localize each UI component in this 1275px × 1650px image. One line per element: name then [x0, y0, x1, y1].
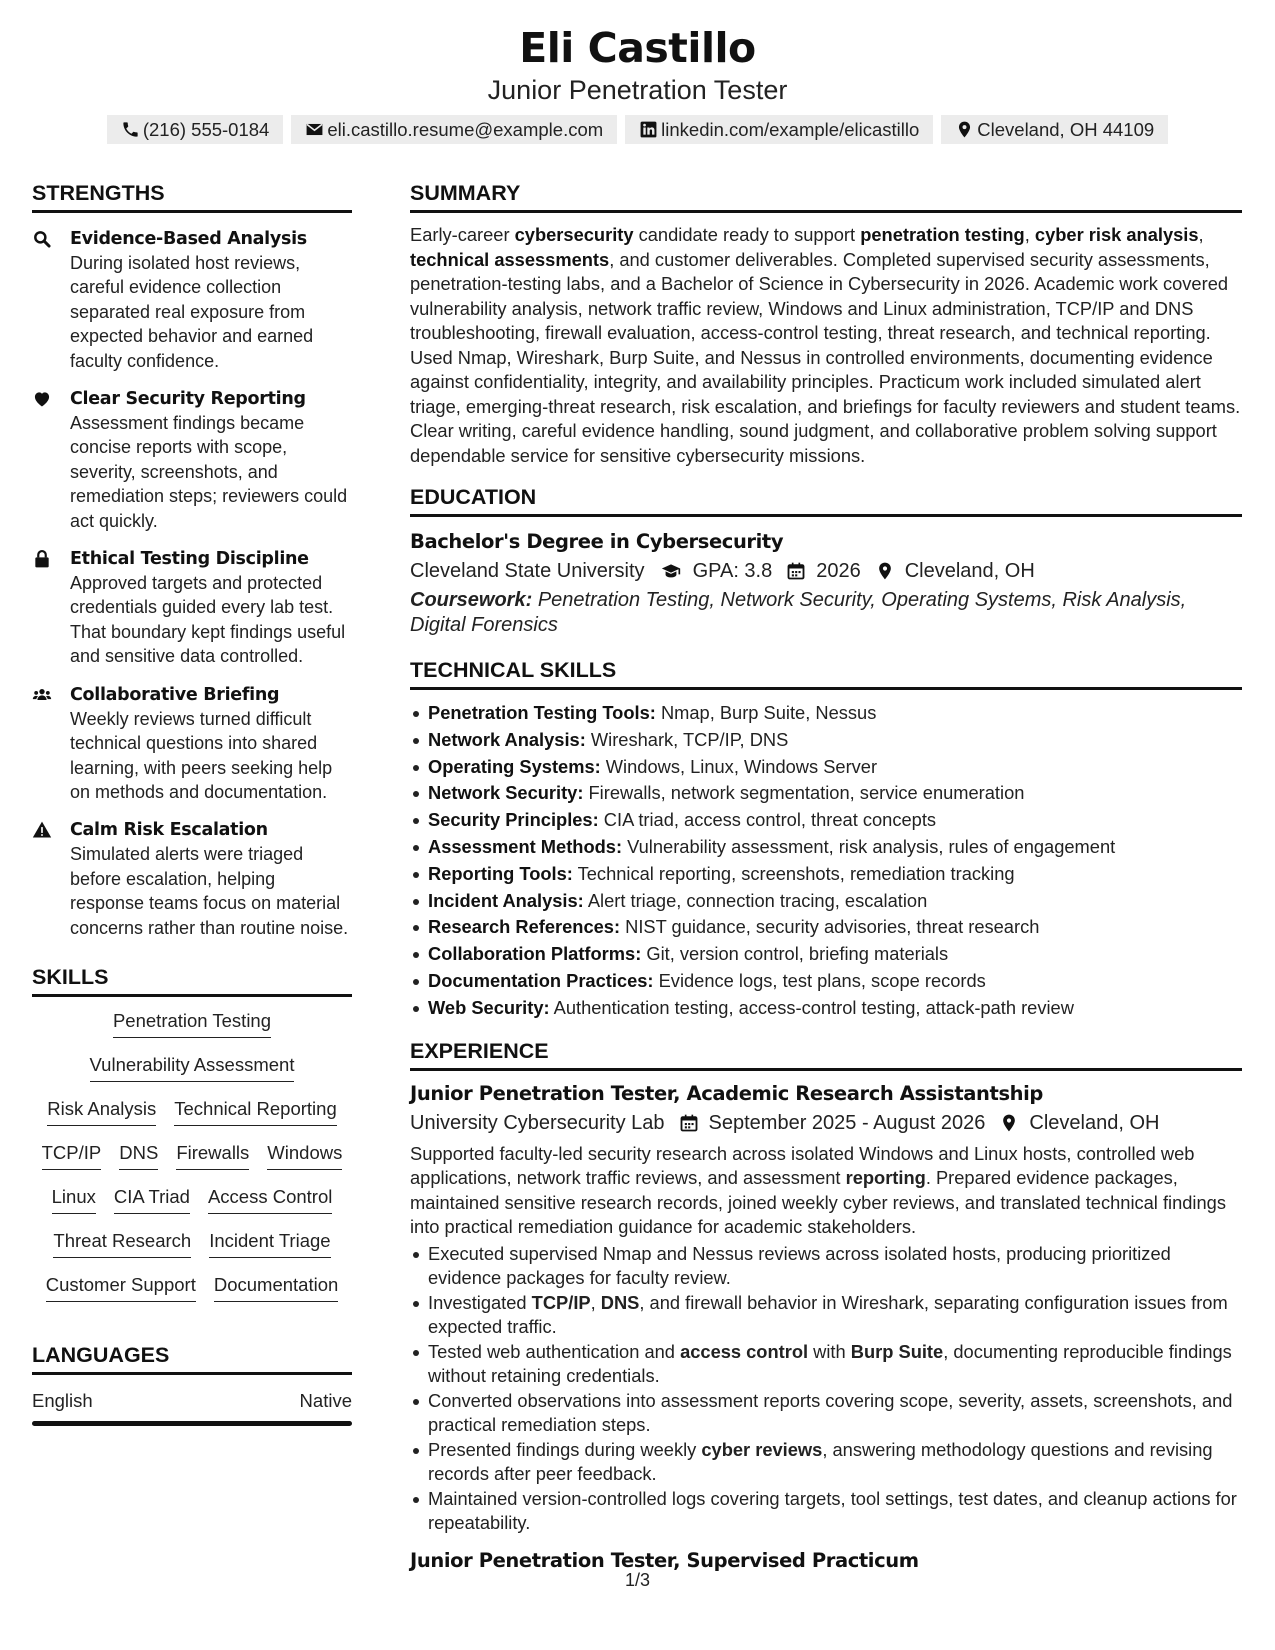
strength-desc: Assessment findings became concise reports with scope, severity, screenshots, and remediation steps; reviewers could act quickly. [70, 413, 348, 531]
graduation-year: 2026 [816, 560, 861, 582]
contact-location-text: Cleveland, OH 44109 [977, 118, 1155, 140]
skill-tag: TCP/IP [42, 1141, 102, 1170]
job-dates: September 2025 - August 2026 [708, 1111, 986, 1134]
degree-title: Bachelor's Degree in Cybersecurity [410, 530, 784, 553]
strengths-title: STRENGTHS [32, 180, 352, 213]
strength-title: Evidence-Based Analysis [70, 229, 307, 249]
technical-skill-label: Research References: [428, 916, 621, 938]
skill-row [32, 1053, 352, 1082]
job-title: Junior Penetration Tester, Academic Research Assistantship [410, 1081, 1043, 1105]
skill-tag: Threat Research [53, 1229, 191, 1258]
skill-row [32, 1141, 352, 1170]
calendar-icon [679, 1113, 699, 1133]
technical-skill-value: Nmap, Burp Suite, Nessus [655, 702, 877, 723]
technical-skill-label: Documentation Practices: [428, 969, 654, 991]
strength-desc: Approved targets and protected credentials guided every lab test. That boundary kept findings useful and sensitive data controlled. [70, 573, 346, 667]
location-pin-icon [999, 1113, 1019, 1133]
users-icon [32, 685, 52, 705]
contact-linkedin[interactable] [625, 115, 933, 144]
strength-item [32, 683, 352, 805]
technical-skill-value: Alert triage, connection tracing, escalation [583, 889, 928, 911]
contact-email[interactable] [291, 115, 617, 144]
technical-skill-label: Web Security: [428, 996, 550, 1018]
page-number: 1/3 [624, 1570, 651, 1590]
contact-location [941, 115, 1168, 144]
technical-skill-item [410, 861, 1242, 888]
technical-skill-value: Vulnerability assessment, risk analysis, rules of engagement [622, 835, 1116, 857]
education-meta [410, 556, 1242, 586]
technical-skills-title: TECHNICAL SKILLS [410, 657, 1242, 690]
skill-tag: Windows [267, 1141, 342, 1170]
skill-tag: Linux [52, 1185, 96, 1214]
strength-item [32, 547, 352, 669]
heart-icon [32, 389, 52, 409]
skill-row [32, 1097, 352, 1126]
technical-skill-value: Git, version control, briefing materials [641, 943, 949, 965]
linkedin-icon [639, 120, 658, 139]
technical-skill-label: Security Principles: [428, 809, 599, 831]
job-location: Cleveland, OH [1029, 1111, 1160, 1134]
technical-skill-item [410, 914, 1242, 941]
skill-row [32, 1185, 352, 1214]
language-row [32, 1389, 352, 1413]
job-bullets [410, 1242, 1242, 1536]
experience-title: EXPERIENCE [410, 1038, 1242, 1071]
technical-skill-value: Firewalls, network segmentation, service enumeration [583, 782, 1025, 804]
job-bullet: Tested web authentication and access control with Burp Suite, documenting reproducible findings without retaining credentials. [410, 1340, 1242, 1389]
left-column [32, 180, 352, 1426]
phone-icon [121, 120, 140, 139]
contact-phone-text: (216) 555-0184 [142, 118, 270, 140]
technical-skill-item [410, 941, 1242, 968]
skill-tag: Risk Analysis [47, 1097, 156, 1126]
gpa: GPA: 3.8 [692, 560, 773, 582]
language-name: English [32, 1389, 93, 1411]
technical-skill-item [410, 727, 1242, 754]
technical-skill-label: Operating Systems: [428, 755, 601, 777]
graduation-cap-icon [659, 561, 683, 581]
technical-skill-label: Network Security: [428, 782, 584, 804]
strength-item [32, 227, 352, 373]
language-level-bar [32, 1421, 352, 1426]
strength-desc: Weekly reviews turned difficult technical questions into shared learning, with peers seeking help on methods and documentation. [70, 708, 333, 802]
skill-row [32, 1229, 352, 1258]
contact-bar [0, 115, 1275, 144]
education-location: Cleveland, OH [904, 560, 1035, 582]
technical-skill-label: Reporting Tools: [428, 862, 573, 884]
strength-title: Collaborative Briefing [70, 684, 280, 705]
skills-cloud [32, 1009, 352, 1302]
technical-skill-label: Assessment Methods: [428, 835, 623, 857]
skill-tag: Firewalls [176, 1141, 249, 1170]
skill-tag: CIA Triad [114, 1185, 190, 1214]
skill-tag: DNS [119, 1141, 158, 1170]
language-level: Native [299, 1389, 352, 1411]
technical-skill-value: Technical reporting, screenshots, remediation tracking [572, 862, 1015, 884]
candidate-name: Eli Castillo [519, 24, 756, 72]
skill-tag: Vulnerability Assessment [90, 1053, 295, 1082]
job-bullet: Presented findings during weekly cyber reviews, answering methodology questions and revising records after peer feedback. [410, 1438, 1242, 1487]
education-title: EDUCATION [410, 484, 1242, 517]
technical-skill-item [410, 834, 1242, 861]
job-org: University Cybersecurity Lab [410, 1111, 665, 1134]
technical-skill-label: Network Analysis: [428, 728, 586, 750]
technical-skill-value: Wireshark, TCP/IP, DNS [585, 728, 789, 750]
strength-item [32, 387, 352, 533]
strength-desc: During isolated host reviews, careful evidence collection separated real exposure from expected behavior and earned faculty confidence. [70, 253, 314, 371]
resume-header [0, 0, 1275, 144]
school-name: Cleveland State University [410, 560, 645, 582]
technical-skill-label: Collaboration Platforms: [428, 943, 642, 965]
skill-tag: Penetration Testing [113, 1009, 271, 1038]
coursework [410, 588, 1242, 637]
technical-skill-item [410, 888, 1242, 915]
skill-tag: Technical Reporting [174, 1097, 336, 1126]
envelope-icon [305, 120, 324, 139]
coursework-label: Coursework: [410, 589, 533, 611]
skill-row [32, 1273, 352, 1302]
contact-phone[interactable] [107, 115, 284, 144]
lock-icon [32, 549, 52, 569]
calendar-icon [786, 561, 806, 581]
skill-row [32, 1009, 352, 1038]
search-icon [32, 229, 52, 249]
job-description: Supported faculty-led security research across isolated Windows and Linux hosts, controlled web applications, network traffic reviews, and assessment reporting. Prepared evidence packages, maintained sensitive research records, joined weekly cyber reviews, and translated technical findings into practical remediation guidance for academic stakeholders. [410, 1142, 1226, 1238]
technical-skill-value: NIST guidance, security advisories, threat research [620, 916, 1040, 938]
technical-skill-value: Windows, Linux, Windows Server [600, 755, 878, 777]
skill-tag: Incident Triage [209, 1229, 330, 1258]
job-bullet: Converted observations into assessment reports covering scope, severity, assets, screenshots, and practical remediation steps. [410, 1389, 1242, 1438]
technical-skill-item [410, 968, 1242, 995]
languages-title: LANGUAGES [32, 1342, 352, 1375]
technical-skill-value: Evidence logs, test plans, scope records [653, 969, 986, 991]
technical-skill-label: Incident Analysis: [428, 889, 584, 911]
job-bullet: Executed supervised Nmap and Nessus reviews across isolated hosts, producing prioritized evidence packages for faculty review. [410, 1242, 1242, 1291]
technical-skill-item [410, 995, 1242, 1022]
skill-tag: Customer Support [46, 1273, 196, 1302]
location-pin-icon [955, 120, 974, 139]
strength-item [32, 818, 352, 940]
summary-text: Early-career cybersecurity candidate ready to support penetration testing, cyber risk analysis, technical assessments, and customer deliverables. Completed supervised security assessments, penetration-testing labs, and a Bachelor of Science in Cybersecurity in 2026. Academic work covered vulnerability analysis, network traffic review, Windows and Linux administration, TCP/IP and DNS troubleshooting, firewall evaluation, access-control testing, threat research, and technical reporting. Used Nmap, Wireshark, Burp Suite, and Nessus in controlled environments, documenting evidence against confidentiality, integrity, and availability principles. Practicum work included simulated alert triage, emerging-threat research, risk escalation, and briefings for faculty reviewers and student teams. Clear writing, careful evidence handling, sound judgment, and collaborative problem solving support dependable service for sensitive cybersecurity missions. [410, 224, 1241, 466]
skill-tag: Documentation [214, 1273, 338, 1302]
technical-skill-value: Authentication testing, access-control testing, attack-path review [549, 996, 1074, 1018]
strength-desc: Simulated alerts were triaged before escalation, helping response teams focus on material concerns rather than routine noise. [70, 844, 349, 938]
skill-tag: Access Control [208, 1185, 332, 1214]
technical-skill-label: Penetration Testing Tools: [428, 702, 656, 723]
candidate-role: Junior Penetration Tester [487, 75, 788, 105]
technical-skill-value: CIA triad, access control, threat concepts [598, 809, 937, 831]
technical-skill-item [410, 700, 1242, 727]
technical-skill-item [410, 780, 1242, 807]
warning-icon [32, 820, 52, 840]
contact-email-text: eli.castillo.resume@example.com [327, 118, 604, 140]
technical-skills-list [410, 700, 1242, 1022]
contact-linkedin-text: linkedin.com/example/elicastillo [661, 118, 920, 140]
summary-title: SUMMARY [410, 180, 1242, 213]
job-title: Junior Penetration Tester, Supervised Practicum [410, 1548, 919, 1572]
skills-title: SKILLS [32, 964, 352, 997]
right-column [410, 180, 1242, 1574]
technical-skill-item [410, 807, 1242, 834]
strength-title: Ethical Testing Discipline [70, 549, 309, 570]
job-bullet: Maintained version-controlled logs covering targets, tool settings, test dates, and cleanup actions for repeatability. [410, 1487, 1242, 1536]
job-bullet: Investigated TCP/IP, DNS, and firewall behavior in Wireshark, separating configuration issues from expected traffic. [410, 1291, 1242, 1340]
strength-title: Clear Security Reporting [70, 389, 306, 410]
strength-title: Calm Risk Escalation [70, 820, 268, 841]
technical-skill-item [410, 754, 1242, 781]
coursework-list: Penetration Testing, Network Security, Operating Systems, Risk Analysis, Digital Forensics [410, 589, 1187, 636]
location-pin-icon [875, 561, 895, 581]
job-meta [410, 1108, 1242, 1138]
